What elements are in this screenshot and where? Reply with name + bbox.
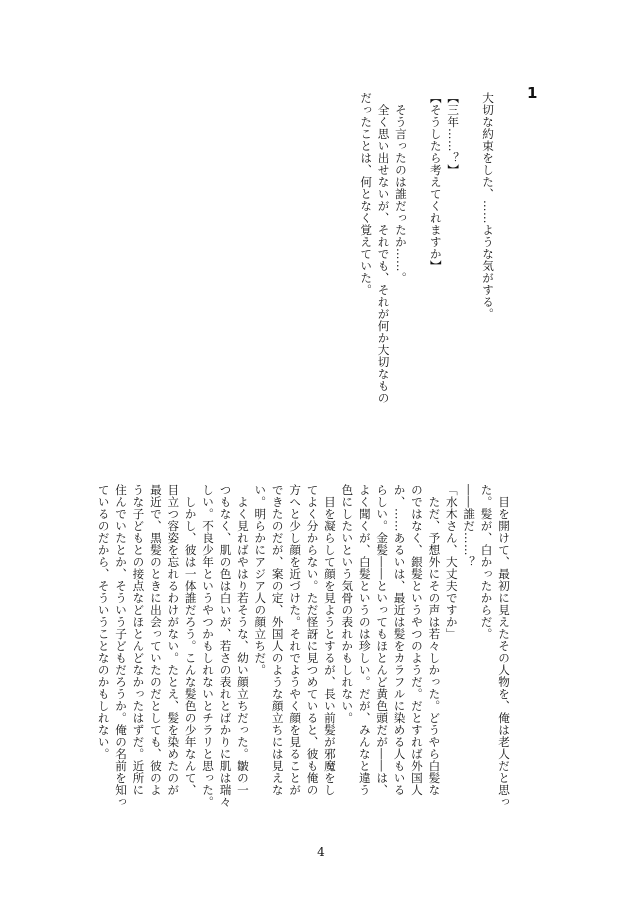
text-line: 方へと少し顔を近づけた。それでようやく顔を見ることが [288,484,303,796]
text-line: らしい。金髪――といってもほとんど黄色頭だが――は、 [375,484,390,796]
text-line: ているのだから、そういうことなのかもしれない。 [96,484,111,760]
page-number: 4 [317,845,325,859]
text-line: よく見ればやはり若そうな、幼い顔立ちだった。皺の一 [235,484,250,796]
text-line: か、……あるいは、最近は髪をカラフルに染める人もいる [392,484,407,796]
text-line: 「水木さん、大丈夫ですか」 [444,484,459,640]
text-line: しい。不良少年というやつかもしれないとチラリと思った。 [201,484,216,808]
text-line: 大切な約束をした、……ような気がする。 [481,92,495,320]
chapter-number: 1 [527,84,538,102]
text-line: 色にしたいという気骨の表れかもしれない。 [340,484,355,724]
text-line: だったことは、何となく覚えていた。 [359,92,374,296]
text-line: ――誰だ……？ [462,484,477,568]
text-line: よく聞くが、白髪というのは珍しい。だが、みんなと違う [357,484,372,796]
text-line: しかし、彼は一体誰だろう。こんな髪色の少年なんて、 [183,484,198,796]
text-line: てよく分からない。ただ怪訝に見つめていると、彼も俺の [305,484,320,796]
text-line: つもなく、肌の色は白いが、若さの表れとばかりに肌は瑞々 [218,484,233,808]
text-line: できたのだが、案の定、外国人のような顔立ちには見えな [270,484,285,796]
text-line: 全く思い出せないが、それでも、それが何か大切なもの [376,92,391,404]
text-line: た。髪が、白かったからだ。 [479,484,494,640]
text-line: 【三年……？】 [446,92,461,176]
text-line: うな子どもとの接点などほとんどなかったはずだ。近所に [131,484,146,796]
text-line: のではなく、銀髪というやつのようだ。だとすれば外国人 [409,484,424,796]
text-line: ただ、予想外にその声は若々しかった。どうやら白髪な [427,484,442,796]
text-line: 【そうしたら考えてくれますか】 [428,92,443,272]
text-line: 最近で、黒髪のときに出会っていたのだとしても、彼のよ [148,484,163,796]
body-text [96,484,512,854]
text-line: 目を開けて、最初に見えたその人物を、俺は老人だと思っ [497,484,511,808]
text-line [464,92,478,104]
text-line [411,92,425,104]
text-line: そう言ったのは誰だったか……。 [393,92,408,284]
text-line: い。明らかにアジア人の顔立ちだ。 [253,484,268,676]
text-line: 目立つ容姿を忘れるわけがない。たとえ、髪を染めたのが [166,484,181,796]
chapter-intro-text [336,92,496,432]
text-line: 目を凝らして顔を見ようとするが、長い前髪が邪魔をし [322,484,337,796]
text-line: 住んでいたとか、そういう子どもだろうか。俺の名前を知っ [114,484,129,808]
